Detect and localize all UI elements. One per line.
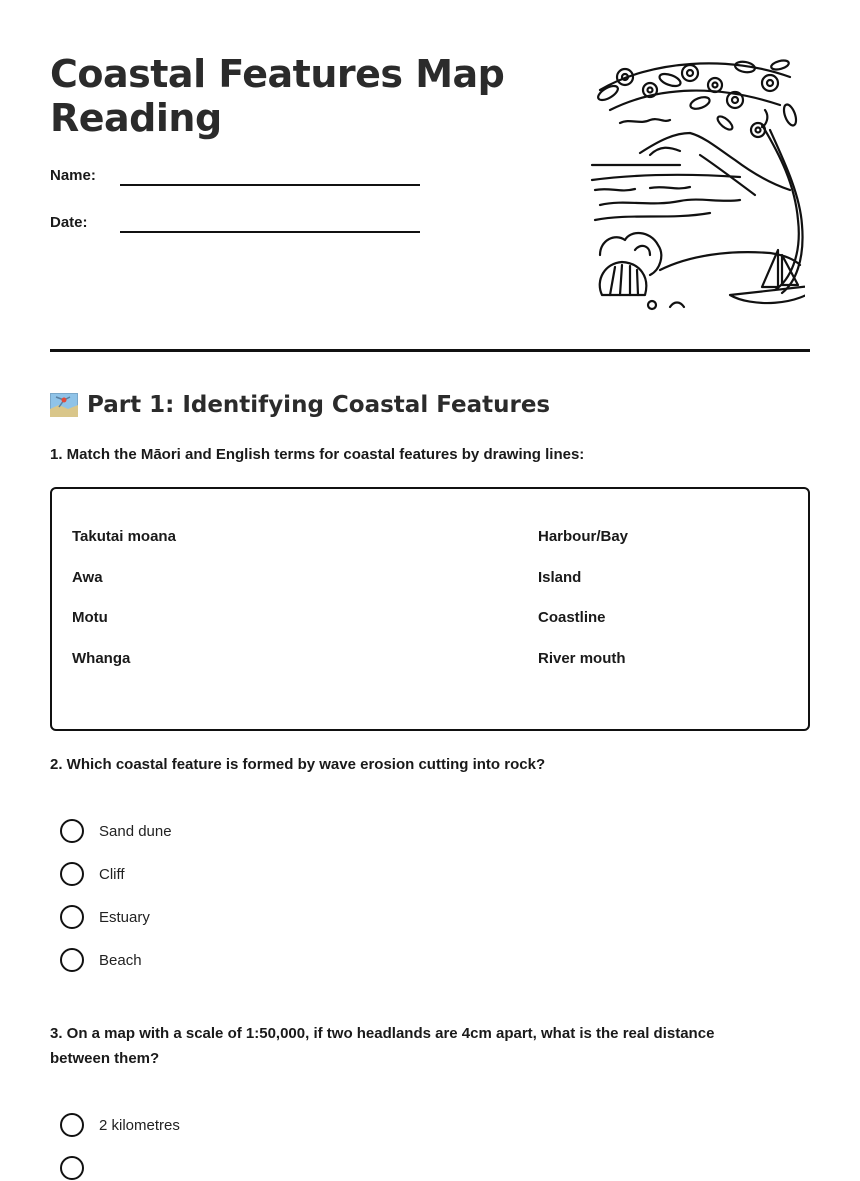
name-field[interactable] <box>50 166 420 190</box>
date-writing-line[interactable] <box>120 231 420 233</box>
question-3-text: 3. On a map with a scale of 1:50,000, if two headlands are 4cm apart, what is the real distance between them? <box>50 1025 715 1067</box>
maori-term[interactable]: Whanga <box>72 649 131 667</box>
worksheet-header <box>50 0 810 352</box>
option-label: Cliff <box>99 865 125 883</box>
q2-option-sand-dune[interactable] <box>60 818 172 844</box>
q2-option-cliff[interactable] <box>60 861 125 887</box>
question-1-text: 1. Match the Māori and English terms for coastal features by drawing lines: <box>50 446 585 463</box>
english-term[interactable]: River mouth <box>538 649 626 667</box>
worksheet-title: Coastal Features Map Reading <box>50 52 505 140</box>
q3-option-next[interactable] <box>60 1155 84 1181</box>
q2-option-beach[interactable] <box>60 947 142 973</box>
map-icon <box>50 393 78 417</box>
maori-term[interactable]: Awa <box>72 568 103 586</box>
date-label: Date: <box>50 214 88 231</box>
radio-button[interactable] <box>60 819 84 843</box>
option-label: 2 kilometres <box>99 1116 180 1134</box>
name-label: Name: <box>50 167 96 184</box>
question-2-text: 2. Which coastal feature is formed by wave erosion cutting into rock? <box>50 756 546 773</box>
maori-term[interactable]: Takutai moana <box>72 528 176 545</box>
matching-box[interactable] <box>50 487 810 731</box>
maori-terms-column <box>72 527 176 689</box>
english-terms-column <box>538 527 628 689</box>
radio-button[interactable] <box>60 1156 84 1180</box>
date-field[interactable] <box>50 213 420 237</box>
q2-option-estuary[interactable] <box>60 904 150 930</box>
coastal-scene-illustration <box>540 55 805 320</box>
option-label: Estuary <box>99 908 150 926</box>
part1-heading <box>50 390 550 420</box>
option-label: Beach <box>99 951 142 969</box>
radio-button[interactable] <box>60 905 84 929</box>
radio-button[interactable] <box>60 1113 84 1137</box>
part1-heading-text: Part 1: Identifying Coastal Features <box>87 392 551 418</box>
maori-term[interactable]: Motu <box>72 609 108 626</box>
header-divider <box>50 349 810 352</box>
english-term[interactable]: Island <box>538 568 582 586</box>
english-term[interactable]: Coastline <box>538 609 606 626</box>
name-writing-line[interactable] <box>120 184 420 186</box>
worksheet-page <box>50 0 810 1134</box>
q3-option-2-kilometres[interactable] <box>60 1112 180 1138</box>
option-label: Sand dune <box>99 822 172 840</box>
radio-button[interactable] <box>60 862 84 886</box>
radio-button[interactable] <box>60 948 84 972</box>
english-term[interactable]: Harbour/Bay <box>538 528 629 545</box>
